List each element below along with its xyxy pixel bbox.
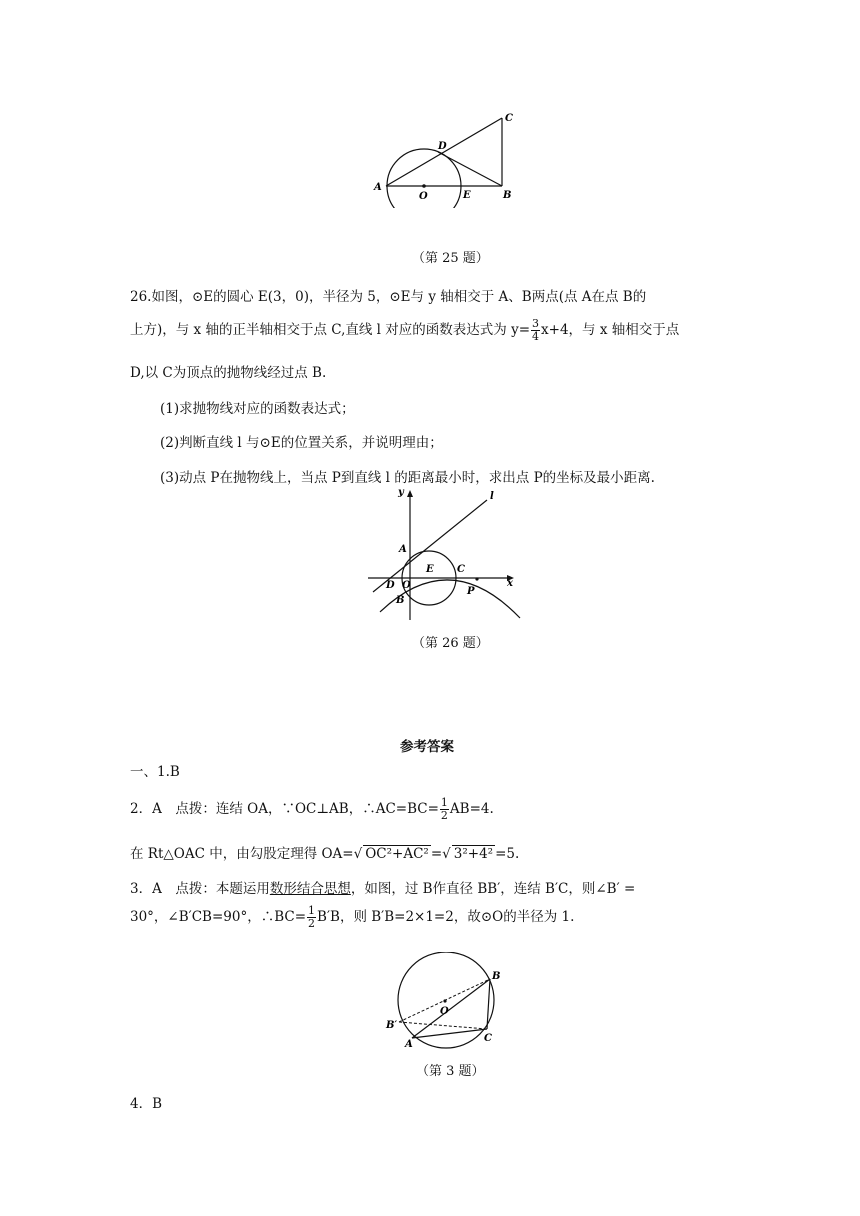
fig25-segment-ac xyxy=(386,118,502,186)
fig25-label-e: E xyxy=(463,190,471,201)
fig26-label-e: E xyxy=(426,564,434,575)
answer-3-fraction: $\frac{1}{2}$ xyxy=(308,904,316,930)
fig3-label-o: O xyxy=(440,1006,449,1017)
q26-sub3: (3)动点 P在抛物线上，当点 P到直线 l 的距离最小时，求出点 P的坐标及最小距离. xyxy=(160,470,655,486)
fig3-label-a: A xyxy=(405,1039,413,1050)
q26-line1: 26.如图，⊙E的圆心 E(3，0)，半径为 5，⊙E与 y 轴相交于 A、B两点(点 A在点 B的 xyxy=(130,289,647,305)
fig3-label-b-prime: B′ xyxy=(386,1020,398,1031)
fig25-caption: （第 25 题） xyxy=(412,251,489,266)
fig3-label-c: C xyxy=(484,1033,492,1044)
fig26-label-l: l xyxy=(490,491,494,502)
fig26-point-p xyxy=(475,577,478,580)
answer-3-line2: 30°，∠B′CB=90°，∴BC= $\frac{1}{2}$ B′B，则 B′B=2×1=2，故⊙O的半径为 1. xyxy=(130,904,575,930)
answer-3-underlined: 数形结合思想 xyxy=(269,881,351,897)
fig26-label-d: D xyxy=(386,580,395,591)
q26-line3: D,以 C为顶点的抛物线经过点 B. xyxy=(130,365,327,381)
fig26-caption: （第 26 题） xyxy=(412,636,489,651)
answer-2-line2: 在 Rt△OAC 中，由勾股定理得 OA=√ OC²+AC² =√ 3²+4² =5. xyxy=(130,846,520,862)
q26-sub2: (2)判断直线 l 与⊙E的位置关系，并说明理由； xyxy=(160,435,443,451)
fig25-segment-db xyxy=(438,152,502,186)
fig26-label-a: A xyxy=(399,544,407,555)
fig25-label-b: B xyxy=(503,190,512,201)
answer-3: 3．A 点拨：本题运用数形结合思想，如图，过 B作直径 BB′，连结 B′C，则∠B′ = xyxy=(130,881,636,897)
fig26-label-x: x xyxy=(507,578,513,589)
fig26-label-b: B xyxy=(396,595,405,606)
fig25-label-a: A xyxy=(374,182,382,193)
answers-title: 参考答案 xyxy=(400,739,454,755)
figure-3 xyxy=(384,952,510,1052)
q26-line2 xyxy=(130,318,679,343)
answer-4: 4．B xyxy=(130,1096,163,1112)
fig26-label-p: P xyxy=(467,586,475,597)
q26-line2-a: 上方)，与 x 轴的正半轴相交于点 C,直线 l 对应的函数表达式为 y= xyxy=(130,322,531,338)
answer-2-sqrt2: 3²+4² xyxy=(453,846,494,862)
figure-26 xyxy=(360,484,530,624)
answer-2-fraction: $\frac{1}{2}$ xyxy=(440,796,448,822)
fig3-caption: （第 3 题） xyxy=(416,1064,485,1079)
answer-1: 一、1.B xyxy=(130,764,180,780)
fig3-segment-ab xyxy=(412,979,490,1038)
fig25-label-d: D xyxy=(438,141,447,152)
fig25-label-c: C xyxy=(505,113,513,124)
fig26-label-c: C xyxy=(457,564,465,575)
answer-2-sqrt1: OC²+AC² xyxy=(365,846,429,862)
q26-fraction: $\frac{3}{4}$ xyxy=(532,317,540,343)
fig3-label-b: B xyxy=(492,971,501,982)
fig26-label-o: O xyxy=(402,580,411,591)
answer-2: 2．A 点拨：连结 OA，∵OC⊥AB，∴AC=BC= $\frac{1}{2}$ AB=4. xyxy=(130,796,494,822)
fig3-segment-b2c xyxy=(399,1022,487,1029)
fig3-segment-ac xyxy=(412,1029,487,1038)
figure-25 xyxy=(368,108,528,208)
fig3-center-dot xyxy=(443,999,446,1002)
fig26-label-y: y xyxy=(398,487,404,498)
fig25-center-dot xyxy=(422,184,426,188)
q26-line2-b: x+4，与 x 轴相交于点 xyxy=(541,322,680,338)
q26-sub1: (1)求抛物线对应的函数表达式； xyxy=(160,401,355,417)
fig25-label-o: O xyxy=(419,191,428,202)
